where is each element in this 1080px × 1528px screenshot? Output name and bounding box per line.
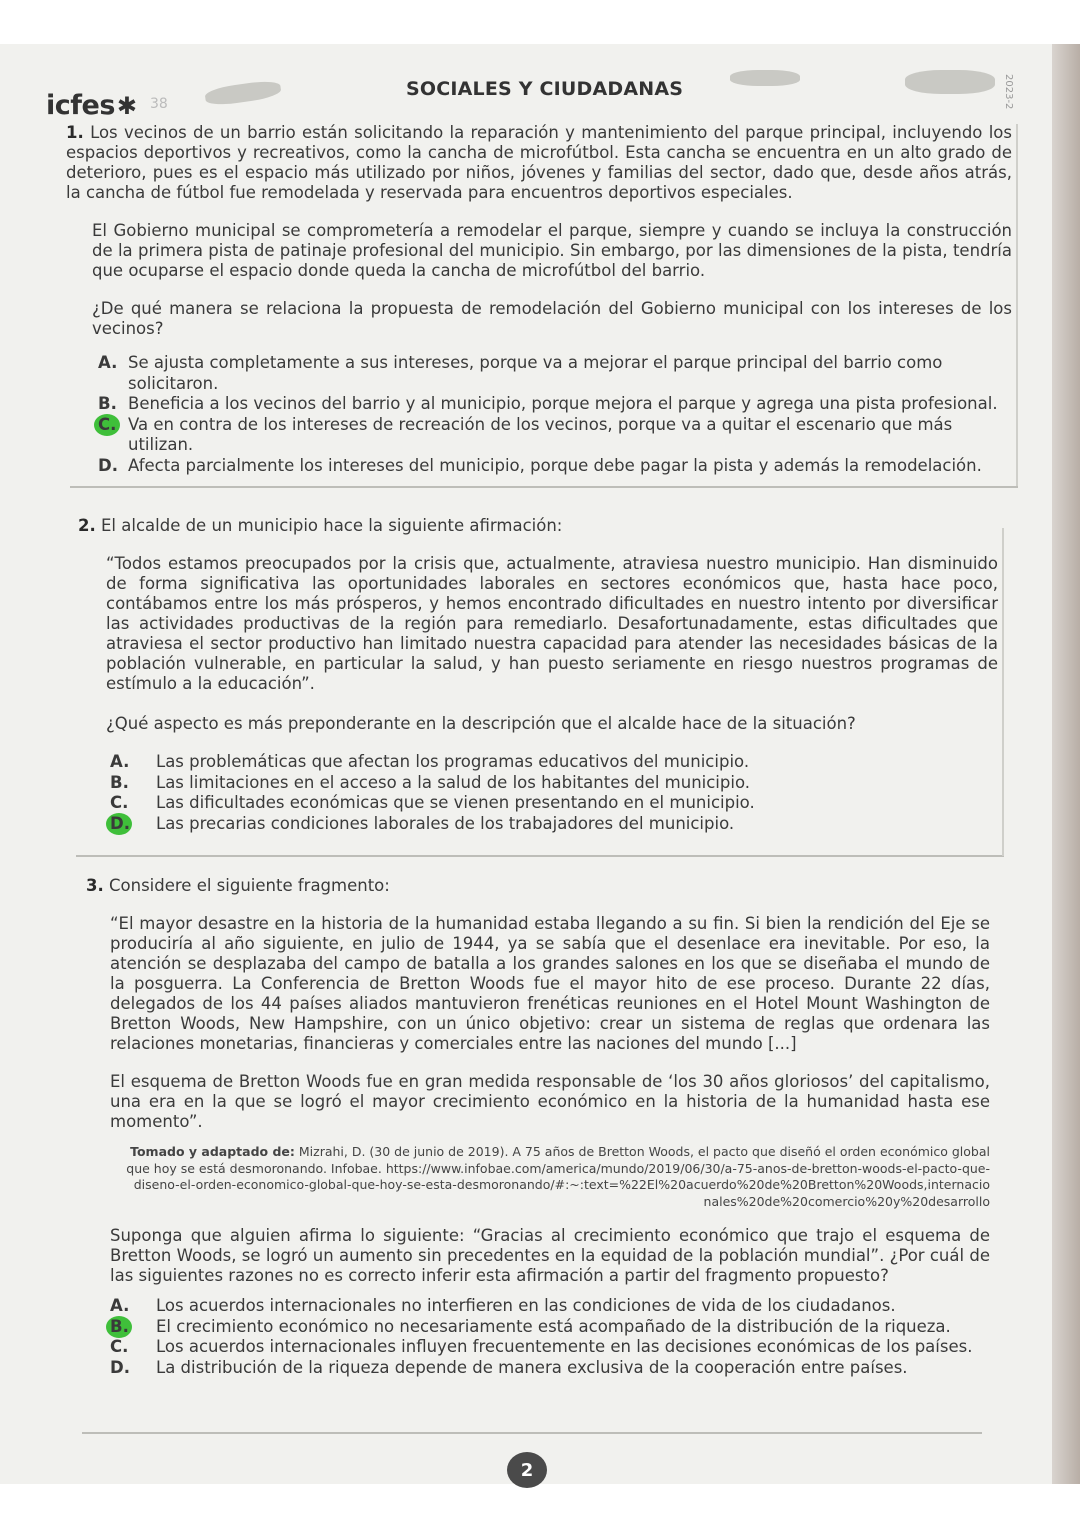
question-1-paragraph-1: Los vecinos de un barrio están solicitando la reparación y mantenimiento del parque principal, incluyendo los espacios deportivos y recreativos, como la cancha de microfútbol. Esta cancha se encuentra en un alto grado de deterioro, pues es el espacio más utilizado por niños, jóvenes y familias del sector, dado que, desde años atrás, la cancha de fútbol fue remodelada y reservada para encuentros deportivos especiales. (66, 123, 1012, 202)
subject-title: SOCIALES Y CIUDADANAS (406, 78, 684, 100)
question-1-divider (70, 486, 1018, 488)
option-text: Va en contra de los intereses de recreación de los vecinos, porque va a quitar el escenario que más utilizan. (128, 414, 953, 454)
option-letter-marked: D. (110, 814, 156, 835)
option-text: Beneficia a los vecinos del barrio y al municipio, porque mejora el parque y agrega una pista profesional. (128, 394, 998, 413)
option-c-selected[interactable] (98, 415, 1012, 456)
question-2-intro (78, 516, 998, 536)
question-number: 1. (66, 123, 84, 142)
question-2-intro-text: El alcalde de un municipio hace la siguiente afirmación: (101, 516, 563, 535)
option-a[interactable] (110, 1296, 990, 1317)
option-letter: D. (110, 1357, 130, 1377)
question-number: 2. (78, 516, 96, 535)
question-3-quote-2: El esquema de Bretton Woods fue en gran medida responsable de ‘los 30 años gloriosos’ del capitalismo, una era en la que se logró el mayor crecimiento económico en la historia de la humanidad hasta ese momento”. (110, 1072, 990, 1131)
question-3-citation (86, 1144, 990, 1210)
option-letter: B. (110, 772, 129, 792)
page-edge-shadow (1052, 44, 1080, 1484)
option-letter: A. (110, 752, 130, 771)
option-a[interactable] (98, 353, 1012, 394)
question-3-quote-1: “El mayor desastre en la historia de la humanidad estaba llegando a su fin. Si bien la rendición del Eje se produciría al año siguiente, en julio de 1944, ya se sabía que el desenlace era inevitable. Por eso, la atención se desplazaba del campo de batalla a los grandes salones en los que se diseñaba el mundo de la posguerra. La Conferencia de Bretton Woods fue el mayor hito de ese proceso. Durante 22 días, delegados de los 44 países aliados mantuvieron frenéticas reuniones en el Hotel Mount Washington de Bretton Woods, New Hampshire, con un único objetivo: crear un sistema de reglas que ordenara las relaciones monetarias, financieras y comerciales entre las naciones del mundo [...] (110, 914, 990, 1053)
icfes-logo (46, 90, 137, 121)
option-text: Las dificultades económicas que se vienen presentando en el municipio. (156, 793, 755, 812)
option-text: El crecimiento económico no necesariamente está acompañado de la distribución de la riqueza. (156, 1316, 951, 1336)
option-letter: D. (98, 455, 118, 475)
option-text: Las problemáticas que afectan los programas educativos del municipio. (156, 752, 750, 771)
option-b[interactable] (98, 394, 1012, 415)
question-3 (86, 876, 990, 1378)
option-c[interactable] (110, 1337, 990, 1358)
question-2 (78, 516, 998, 834)
question-1-options (66, 353, 1012, 476)
option-letter: A. (98, 353, 118, 372)
question-3-prompt: Suponga que alguien afirma lo siguiente: “Gracias al crecimiento económico que trajo el esquema de Bretton Woods, se logró un aumento sin precedentes en la equidad de la población mundial”. ¿Por cuál de las siguientes razones no es correcto inferir esta afirmación a partir del fragmento propuesto? (110, 1226, 990, 1285)
decorative-illustration-right-2 (905, 70, 995, 94)
question-number: 3. (86, 876, 104, 895)
option-a[interactable] (110, 752, 998, 773)
option-text: La distribución de la riqueza depende de manera exclusiva de la cooperación entre países. (156, 1357, 908, 1377)
question-1-prompt: ¿De qué manera se relaciona la propuesta de remodelación del Gobierno municipal con los intereses de los vecinos? (92, 299, 1012, 338)
question-2-quote: “Todos estamos preocupados por la crisis que, actualmente, atraviesa nuestro municipio. Han disminuido de forma significativa las oportunidades laborales en sectores económicos que, hasta hace poco, contábamos entre los más prósperos, y hemos encontrado dificultades en nuestro intento por diversificar las actividades productivas de la región para remediarlo. Desafortunadamente, estas dificultades que atraviesa el sector productivo han limitado nuestra capacidad para atender las necesidades básicas de la población vulnerable, en particular la salud, y han puesto seriamente en riesgo nuestros programas de estímulo a la educación”. (106, 554, 998, 693)
option-letter: C. (110, 1337, 129, 1356)
question-1 (66, 123, 1012, 476)
decorative-illustration-right-1 (730, 70, 800, 86)
faded-page-hint: 38 (150, 96, 168, 112)
option-text: Los acuerdos internacionales no interfieren en las condiciones de vida de los ciudadanos. (156, 1296, 896, 1315)
citation-text: Mizrahi, D. (30 de junio de 2019). A 75 años de Bretton Woods, el pacto que diseñó el orden económico global que hoy se está desmoronando. Infobae. https://www.infobae.com/america/mundo/2019/06/30/a-75-anos-de-bretton-woods-el-pacto-que-diseno-el-orden-economico-global-que-hoy-se-esta-desmoronando/#:~:text=%22El%20acuerdo%20de%20Bretton%20Woods,internacionales%20de%20comercio%20y%20desarrollo (126, 1144, 990, 1209)
option-text: Las precarias condiciones laborales de los trabajadores del municipio. (156, 813, 735, 833)
question-2-options (78, 752, 998, 834)
option-letter: A. (110, 1296, 130, 1315)
page-number-badge: 2 (507, 1452, 547, 1488)
option-text: Se ajusta completamente a sus intereses, porque va a mejorar el parque principal del barrio como solicitaron. (128, 353, 943, 393)
option-letter: C. (110, 793, 129, 812)
option-letter-marked: C. (98, 415, 128, 436)
option-d-selected[interactable] (110, 814, 998, 835)
question-1-paragraph-2: El Gobierno municipal se comprometería a remodelar el parque, siempre y cuando se incluya la construcción de la primera pista de patinaje profesional del municipio. Sin embargo, por las dimensiones de la pista, tendría que ocuparse el espacio donde queda la cancha de microfútbol del barrio. (92, 221, 1012, 280)
question-3-options (86, 1296, 990, 1378)
question-3-divider (82, 1432, 982, 1434)
side-code: 2023-2 (1003, 74, 1014, 110)
question-2-right-rule (1002, 528, 1004, 856)
logo-text: icfes (46, 90, 115, 121)
option-letter: B. (98, 394, 117, 413)
option-b[interactable] (110, 773, 998, 794)
option-d[interactable] (98, 456, 1012, 477)
question-1-context (66, 123, 1012, 203)
option-c[interactable] (110, 793, 998, 814)
option-d[interactable] (110, 1358, 990, 1379)
question-2-prompt: ¿Qué aspecto es más preponderante en la descripción que el alcalde hace de la situación? (106, 714, 856, 733)
logo-star-icon: ✱ (116, 92, 137, 120)
question-2-divider (76, 855, 1004, 857)
option-letter-marked: B. (110, 1317, 156, 1338)
question-3-intro-text: Considere el siguiente fragmento: (109, 876, 390, 895)
option-b-selected[interactable] (110, 1317, 990, 1338)
question-1-right-rule (1016, 124, 1018, 486)
option-text: Las limitaciones en el acceso a la salud de los habitantes del municipio. (156, 772, 750, 792)
option-text: Los acuerdos internacionales influyen frecuentemente en las decisiones económicas de los países. (156, 1337, 973, 1356)
option-text: Afecta parcialmente los intereses del municipio, porque debe pagar la pista y además la remodelación. (128, 455, 982, 475)
citation-lead: Tomado y adaptado de: (130, 1144, 295, 1159)
question-3-intro (86, 876, 990, 896)
